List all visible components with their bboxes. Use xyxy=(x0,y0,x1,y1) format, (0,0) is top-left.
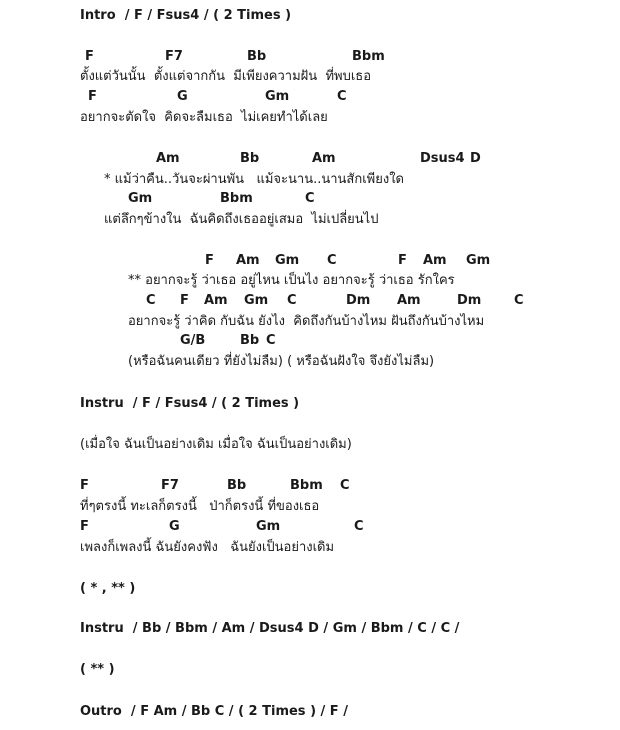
chord: Am xyxy=(312,151,336,166)
chord: C xyxy=(327,253,337,268)
chord: G xyxy=(169,519,180,534)
chord: G xyxy=(177,89,188,104)
chord: Am xyxy=(423,253,447,268)
chord: Bb xyxy=(240,333,260,348)
chord: Dsus4 xyxy=(420,151,465,166)
chord: Gm xyxy=(466,253,491,268)
chord: Dm xyxy=(457,293,482,308)
chord: Bb xyxy=(247,49,267,64)
lyric-line: (หรือฉันคนเดียว ที่ยังไม่ลืม) ( หรือฉันฝังใจ จึงยังไม่ลืม) xyxy=(128,354,435,369)
chord: Gm xyxy=(265,89,290,104)
chord: C xyxy=(266,333,276,348)
chord: G/B xyxy=(180,333,206,348)
instru-line: Instru / F / Fsus4 / ( 2 Times ) xyxy=(80,396,300,411)
chord: Gm xyxy=(128,191,153,206)
lyric-line: เพลงก็เพลงนี้ ฉันยังคงฟัง ฉันยังเป็นอย่างเดิม xyxy=(80,540,335,555)
chord: C xyxy=(337,89,347,104)
chord: F xyxy=(80,519,89,534)
chord: C xyxy=(340,478,350,493)
chord: Bbm xyxy=(352,49,385,64)
chord: F7 xyxy=(165,49,183,64)
instru-line: Instru / Bb / Bbm / Am / Dsus4 D / Gm / Bbm / C / C / xyxy=(80,621,460,636)
chord: Am xyxy=(156,151,180,166)
chord: C xyxy=(287,293,297,308)
lyric-line: ** อยากจะรู้ ว่าเธอ อยู่ไหน เป็นไง อยากจะรู้ ว่าเธอ รักใคร xyxy=(128,273,455,288)
intro-line: Intro / F / Fsus4 / ( 2 Times ) xyxy=(80,8,292,23)
lyric-line: ตั้งแต่วันนั้น ตั้งแต่จากกัน มีเพียงความฝัน ที่พบเธอ xyxy=(80,69,372,84)
chord: F xyxy=(180,293,189,308)
chord: C xyxy=(514,293,524,308)
chord: Dm xyxy=(346,293,371,308)
lyric-line: อยากจะรู้ ว่าคิด กับฉัน ยังไง คิดถึงกันบ้างไหม ฝันถึงกันบ้างไหม xyxy=(128,314,485,329)
chord: Gm xyxy=(256,519,281,534)
chord: Bbm xyxy=(290,478,323,493)
outro-line: Outro / F Am / Bb C / ( 2 Times ) / F / xyxy=(80,704,348,719)
chord: F xyxy=(85,49,94,64)
chord: Am xyxy=(397,293,421,308)
chord: D xyxy=(470,151,481,166)
chord: F xyxy=(205,253,214,268)
chord: Bb xyxy=(227,478,247,493)
chord: Am xyxy=(204,293,228,308)
chord: Gm xyxy=(275,253,300,268)
chord: Gm xyxy=(244,293,269,308)
chord: Am xyxy=(236,253,260,268)
chord: Bb xyxy=(240,151,260,166)
chord: F xyxy=(398,253,407,268)
repeat-marker: ( ** ) xyxy=(80,662,115,677)
lyric-line: แต่ลึกๆข้างใน ฉันคิดถึงเธออยู่เสมอ ไม่เปลี่ยนไป xyxy=(104,212,379,227)
lyric-line: อยากจะตัดใจ คิดจะลืมเธอ ไม่เคยทำได้เลย xyxy=(80,110,328,125)
lyric-line: * แม้ว่าคืน..วันจะผ่านพัน แม้จะนาน..นานสักเพียงใด xyxy=(104,172,405,187)
chord: F7 xyxy=(161,478,179,493)
chord: C xyxy=(305,191,315,206)
chord: F xyxy=(88,89,97,104)
lyric-line: ที่ๆตรงนี้ ทะเลก็ตรงนี้ ป่าก็ตรงนี้ ที่ของเธอ xyxy=(80,499,320,514)
chord: C xyxy=(146,293,156,308)
chord: C xyxy=(354,519,364,534)
chord: F xyxy=(80,478,89,493)
chord: Bbm xyxy=(220,191,253,206)
lyric-line: (เมื่อใจ ฉันเป็นอย่างเดิม เมื่อใจ ฉันเป็นอย่างเดิม) xyxy=(80,437,352,452)
repeat-marker: ( * , ** ) xyxy=(80,581,136,596)
